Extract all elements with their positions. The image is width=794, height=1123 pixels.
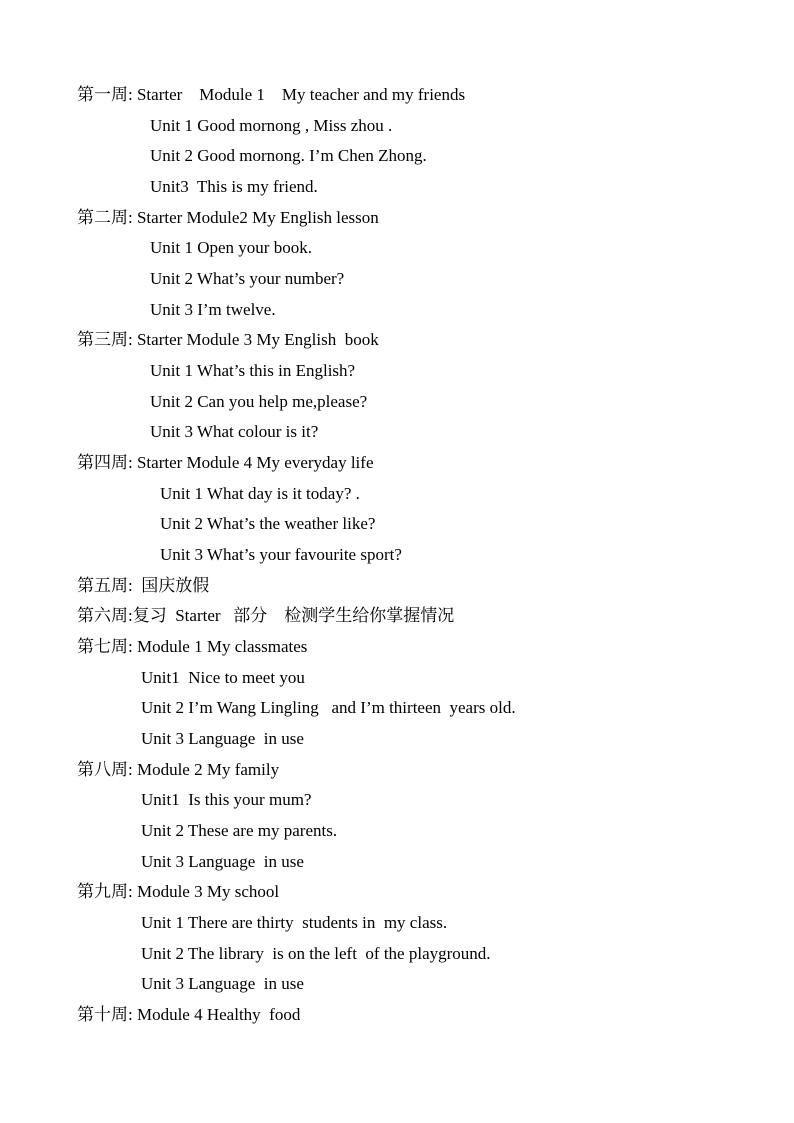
unit-line: Unit1 Nice to meet you xyxy=(141,668,305,687)
unit-line: Unit 2 These are my parents. xyxy=(141,821,338,840)
unit-line: Unit 2 What’s your number? xyxy=(150,269,345,288)
week-2-heading: 第二周: Starter Module2 My English lesson xyxy=(77,208,379,227)
unit-line: Unit 3 What’s your favourite sport? xyxy=(160,545,402,564)
unit-line: Unit 1 What day is it today? . xyxy=(160,484,360,503)
unit-line: Unit1 Is this your mum? xyxy=(141,790,312,809)
week-10-heading: 第十周: Module 4 Healthy food xyxy=(77,1005,301,1024)
week-8-heading: 第八周: Module 2 My family xyxy=(77,760,280,779)
unit-line: Unit 3 What colour is it? xyxy=(150,422,319,441)
week-7-heading: 第七周: Module 1 My classmates xyxy=(77,637,308,656)
week-4-heading: 第四周: Starter Module 4 My everyday life xyxy=(77,453,374,472)
unit-line: Unit 1 Open your book. xyxy=(150,238,312,257)
unit-line: Unit 3 Language in use xyxy=(141,974,304,993)
unit-line: Unit3 This is my friend. xyxy=(150,177,318,196)
unit-line: Unit 2 Can you help me,please? xyxy=(150,392,368,411)
week-9-heading: 第九周: Module 3 My school xyxy=(77,882,280,901)
week-3-heading: 第三周: Starter Module 3 My English book xyxy=(77,330,379,349)
unit-line: Unit 3 I’m twelve. xyxy=(150,300,276,319)
unit-line: Unit 2 The library is on the left of the playground. xyxy=(141,944,491,963)
unit-line: Unit 3 Language in use xyxy=(141,852,304,871)
unit-line: Unit 2 Good mornong. I’m Chen Zhong. xyxy=(150,146,427,165)
unit-line: Unit 1 Good mornong , Miss zhou . xyxy=(150,116,393,135)
unit-line: Unit 1 What’s this in English? xyxy=(150,361,356,380)
unit-line: Unit 2 I’m Wang Lingling and I’m thirteen years old. xyxy=(141,698,516,717)
week-5-heading: 第五周: 国庆放假 xyxy=(77,576,210,595)
week-6-heading: 第六周:复习 Starter 部分 检测学生给你掌握情况 xyxy=(77,606,455,625)
unit-line: Unit 1 There are thirty students in my class. xyxy=(141,913,448,932)
unit-line: Unit 3 Language in use xyxy=(141,729,304,748)
week-1-heading: 第一周: Starter Module 1 My teacher and my friends xyxy=(77,85,466,104)
unit-line: Unit 2 What’s the weather like? xyxy=(160,514,376,533)
